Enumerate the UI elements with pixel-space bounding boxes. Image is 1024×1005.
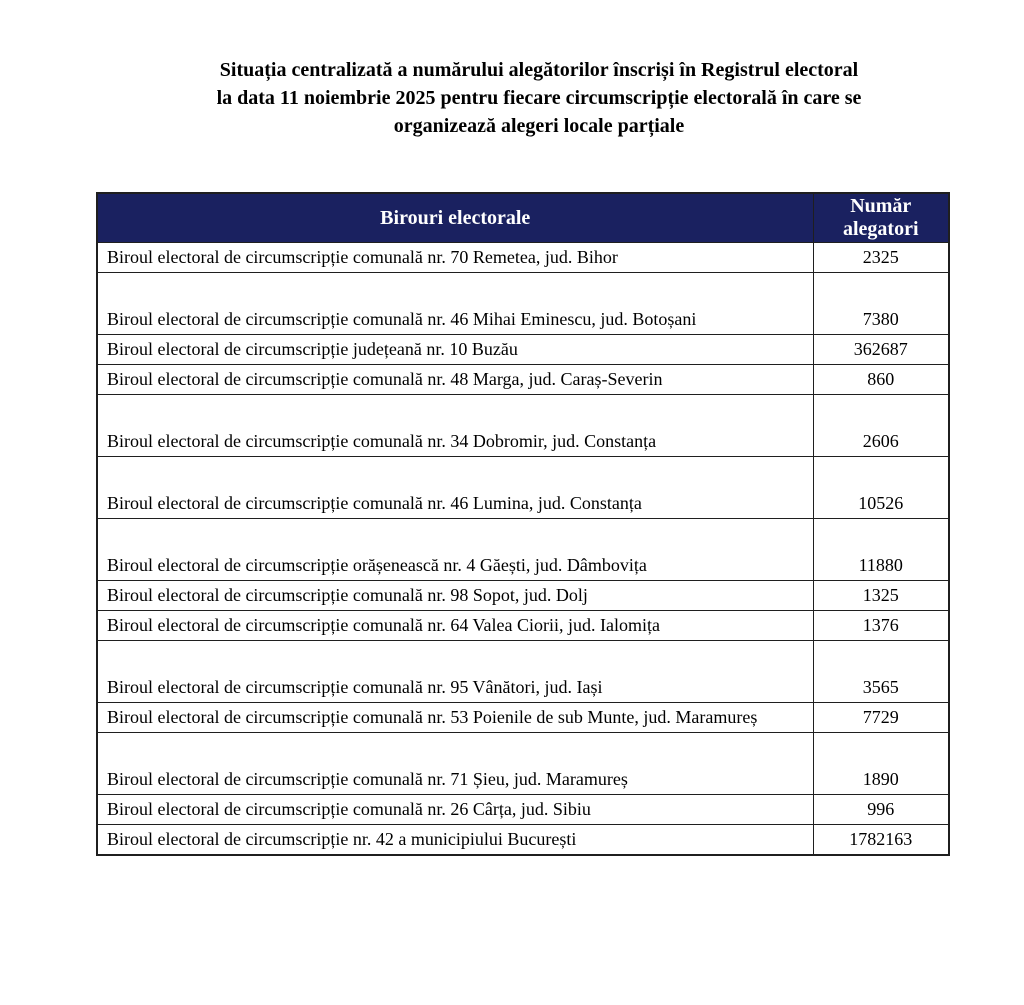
voter-count-cell: 11880 bbox=[813, 519, 949, 581]
voter-count-cell: 10526 bbox=[813, 457, 949, 519]
table-row bbox=[97, 243, 949, 273]
document-title-line-3: organizează alegeri locale parțiale bbox=[393, 115, 685, 137]
voter-count-cell: 1782163 bbox=[813, 825, 949, 856]
bureau-name-cell: Biroul electoral de circumscripție comunală nr. 46 Mihai Eminescu, jud. Botoșani bbox=[97, 273, 813, 335]
electoral-table bbox=[96, 192, 950, 856]
table-row bbox=[97, 733, 949, 795]
bureau-name-cell: Biroul electoral de circumscripție comunală nr. 95 Vânători, jud. Iași bbox=[97, 641, 813, 703]
bureau-name-cell: Biroul electoral de circumscripție comunală nr. 64 Valea Ciorii, jud. Ialomița bbox=[97, 611, 813, 641]
table-row bbox=[97, 335, 949, 365]
table-row bbox=[97, 611, 949, 641]
bureau-name-cell: Biroul electoral de circumscripție comunală nr. 26 Cârța, jud. Sibiu bbox=[97, 795, 813, 825]
table-body bbox=[97, 243, 949, 856]
table-row bbox=[97, 365, 949, 395]
document-title bbox=[118, 56, 960, 140]
table-row bbox=[97, 703, 949, 733]
document-title-line-1: Situația centralizată a numărului alegătorilor înscriși în Registrul electoral bbox=[219, 59, 859, 81]
table-header-row bbox=[97, 193, 949, 243]
voter-count-cell: 1325 bbox=[813, 581, 949, 611]
bureau-name-cell: Biroul electoral de circumscripție comunală nr. 71 Șieu, jud. Maramureș bbox=[97, 733, 813, 795]
column-header-bureaus: Birouri electorale bbox=[97, 193, 813, 243]
voter-count-cell: 2325 bbox=[813, 243, 949, 273]
bureau-name-cell: Biroul electoral de circumscripție comunală nr. 98 Sopot, jud. Dolj bbox=[97, 581, 813, 611]
table-row bbox=[97, 273, 949, 335]
column-header-voter-count: Număr alegatori bbox=[813, 193, 949, 243]
table-row bbox=[97, 641, 949, 703]
bureau-name-cell: Biroul electoral de circumscripție orășenească nr. 4 Găești, jud. Dâmbovița bbox=[97, 519, 813, 581]
voter-count-cell: 7380 bbox=[813, 273, 949, 335]
table-row bbox=[97, 825, 949, 856]
table-row bbox=[97, 457, 949, 519]
bureau-name-cell: Biroul electoral de circumscripție județeană nr. 10 Buzău bbox=[97, 335, 813, 365]
document-title-line-2: la data 11 noiembrie 2025 pentru fiecare circumscripție electorală în care se bbox=[216, 87, 862, 109]
document-page bbox=[0, 56, 1024, 856]
voter-count-cell: 1890 bbox=[813, 733, 949, 795]
bureau-name-cell: Biroul electoral de circumscripție comunală nr. 34 Dobromir, jud. Constanța bbox=[97, 395, 813, 457]
voter-count-cell: 2606 bbox=[813, 395, 949, 457]
voter-count-cell: 362687 bbox=[813, 335, 949, 365]
voter-count-cell: 860 bbox=[813, 365, 949, 395]
voter-count-cell: 996 bbox=[813, 795, 949, 825]
bureau-name-cell: Biroul electoral de circumscripție comunală nr. 46 Lumina, jud. Constanța bbox=[97, 457, 813, 519]
bureau-name-cell: Biroul electoral de circumscripție comunală nr. 53 Poienile de sub Munte, jud. Maramureș bbox=[97, 703, 813, 733]
table-row bbox=[97, 581, 949, 611]
table-row bbox=[97, 395, 949, 457]
bureau-name-cell: Biroul electoral de circumscripție nr. 42 a municipiului București bbox=[97, 825, 813, 856]
voter-count-cell: 1376 bbox=[813, 611, 949, 641]
table-row bbox=[97, 795, 949, 825]
electoral-table-container bbox=[96, 192, 948, 856]
bureau-name-cell: Biroul electoral de circumscripție comunală nr. 48 Marga, jud. Caraș-Severin bbox=[97, 365, 813, 395]
voter-count-cell: 3565 bbox=[813, 641, 949, 703]
voter-count-cell: 7729 bbox=[813, 703, 949, 733]
bureau-name-cell: Biroul electoral de circumscripție comunală nr. 70 Remetea, jud. Bihor bbox=[97, 243, 813, 273]
table-row bbox=[97, 519, 949, 581]
